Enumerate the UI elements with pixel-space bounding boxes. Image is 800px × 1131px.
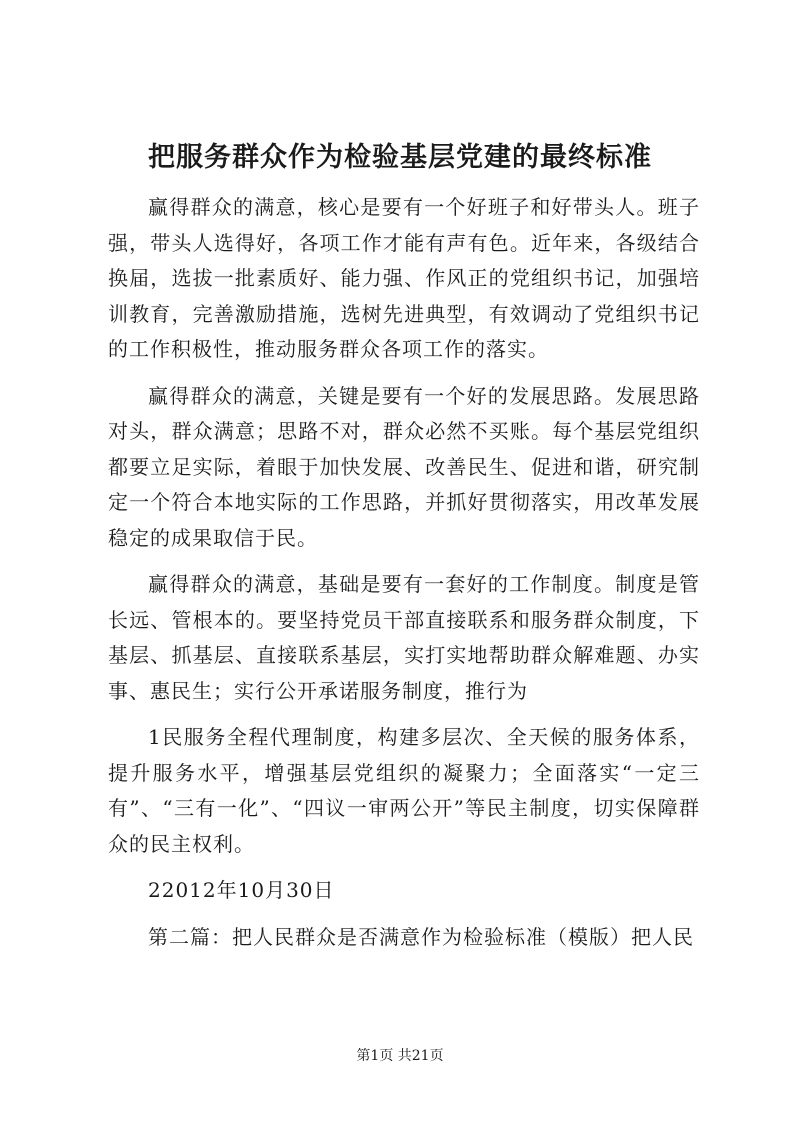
document-title: 把服务群众作为检验基层党建的最终标准 (148, 142, 652, 173)
paragraph-date: 22012年10月30日 (148, 878, 335, 902)
paragraph-next-section: 第二篇：把人民群众是否满意作为检验标准（模版）把人民 (148, 924, 694, 949)
page-footer: 第1页 共21页 (356, 1048, 444, 1064)
paragraph-2: 赢得群众的满意，关键是要有一个好的发展思路。发展思路对头，群众满意；思路不对，群众必然不买账。每个基层党组织都要立足实际，着眼于加快发展、改善民生、促进和谐，研究制定一个符合本地实际的工作思路，并抓好贯彻落实，用改革发展稳定的成果取信于民。 (108, 383, 700, 550)
paragraph-4: 1民服务全程代理制度，构建多层次、全天候的服务体系，提升服务水平，增强基层党组织的凝聚力；全面落实“一定三有”、“三有一化”、“四议一审两公开”等民主制度，切实保障群众的民主权利。 (108, 725, 700, 856)
document-body (108, 190, 700, 966)
paragraph-3: 赢得群众的满意，基础是要有一套好的工作制度。制度是管长远、管根本的。要坚持党员干部直接联系和服务群众制度，下基层、抓基层、直接联系基层，实打实地帮助群众解难题、办实事、惠民生；实行公开承诺服务制度，推行为 (108, 572, 700, 703)
paragraph-1: 赢得群众的满意，核心是要有一个好班子和好带头人。班子强，带头人选得好，各项工作才能有声有色。近年来，各级结合换届，选拔一批素质好、能力强、作风正的党组织书记，加强培训教育，完善激励措施，选树先进典型，有效调动了党组织书记的工作积极性，推动服务群众各项工作的落实。 (108, 195, 700, 361)
